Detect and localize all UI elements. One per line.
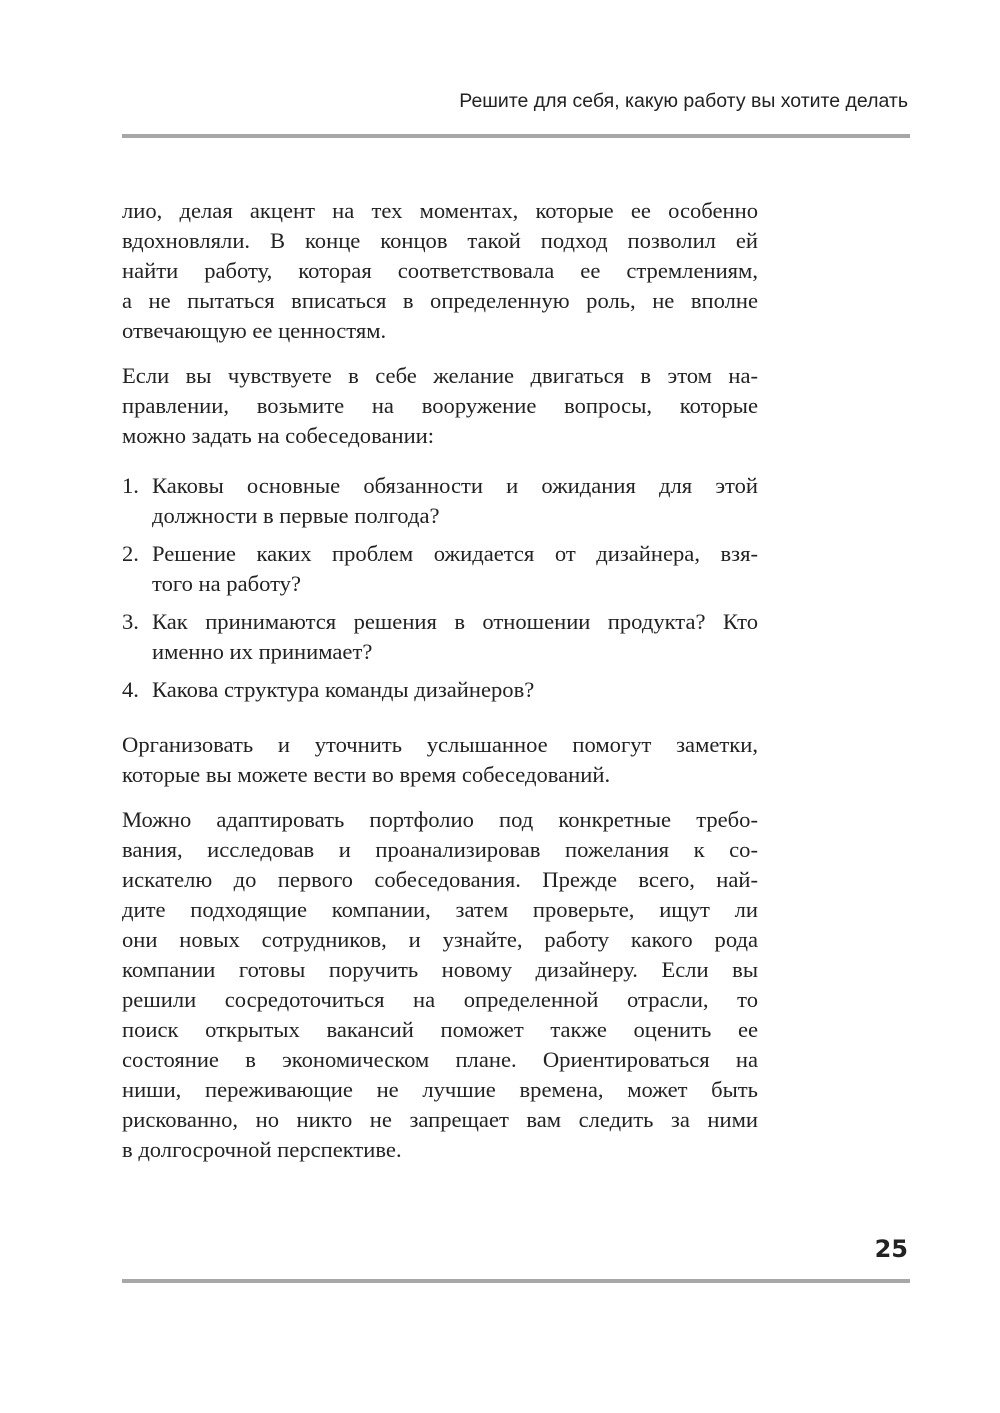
list-item-number: 1. (122, 473, 139, 498)
paragraph-notes (122, 730, 758, 790)
text-line: лио, делая акцент на тех моментах, которые ее особенно (122, 198, 758, 223)
list-item (122, 471, 758, 531)
text-line: Каковы основные обязанности и ожидания для этой (152, 473, 758, 498)
text-line: можно задать на собеседовании: (122, 423, 435, 448)
text-line: должности в первые полгода? (152, 503, 440, 528)
list-item-number: 2. (122, 541, 139, 566)
list-item (122, 675, 758, 705)
page-body (122, 196, 758, 1165)
text-line: компании готовы поручить новому дизайнеру. Если вы (122, 957, 758, 982)
header-rule (122, 134, 910, 138)
text-line: искателю до первого собеседования. Прежде всего, най- (122, 867, 758, 892)
text-line: ниши, переживающие не лучшие времена, может быть (122, 1077, 758, 1102)
list-item-number: 4. (122, 677, 139, 702)
list-item (122, 539, 758, 599)
footer-rule (122, 1279, 910, 1283)
list-item-number: 3. (122, 609, 139, 634)
list-item (122, 607, 758, 667)
text-line: вания, исследовав и проанализировав пожелания к со- (122, 837, 758, 862)
text-line: поиск открытых вакансий поможет также оценить ее (122, 1017, 758, 1042)
text-line: Можно адаптировать портфолио под конкретные требо- (122, 807, 758, 832)
text-line: вдохновляли. В конце концов такой подход позволил ей (122, 228, 758, 253)
text-line: Если вы чувствуете в себе желание двигаться в этом на- (122, 363, 758, 388)
text-line: решили сосредоточиться на определенной отрасли, то (122, 987, 758, 1012)
paragraph-interview-intro (122, 361, 758, 451)
text-line: найти работу, которая соответствовала ее стремлениям, (122, 258, 758, 283)
text-line: а не пытаться вписаться в определенную роль, не вполне (122, 288, 758, 313)
text-line: состояние в экономическом плане. Ориентироваться на (122, 1047, 758, 1072)
text-line: Решение каких проблем ожидается от дизайнера, взя- (152, 541, 758, 566)
page-number: 25 (874, 1235, 908, 1263)
text-line: они новых сотрудников, и узнайте, работу какого рода (122, 927, 758, 952)
text-line: того на работу? (152, 571, 302, 596)
text-line: отвечающую ее ценностям. (122, 318, 387, 343)
paragraph-portfolio-continuation (122, 196, 758, 346)
text-line: которые вы можете вести во время собеседований. (122, 762, 611, 787)
text-line: Какова структура команды дизайнеров? (152, 677, 535, 702)
text-line: правлении, возьмите на вооружение вопросы, которые (122, 393, 758, 418)
text-line: Организовать и уточнить услышанное помогут заметки, (122, 732, 758, 757)
text-line: Как принимаются решения в отношении продукта? Кто (152, 609, 758, 634)
running-header-title: Решите для себя, какую работу вы хотите делать (459, 90, 908, 112)
text-line: в долгосрочной перспективе. (122, 1137, 402, 1162)
paragraph-portfolio-adaptation (122, 805, 758, 1165)
text-line: дите подходящие компании, затем проверьте, ищут ли (122, 897, 758, 922)
text-line: рискованно, но никто не запрещает вам следить за ними (122, 1107, 758, 1132)
interview-questions-list (122, 471, 758, 705)
text-line: именно их принимает? (152, 639, 373, 664)
